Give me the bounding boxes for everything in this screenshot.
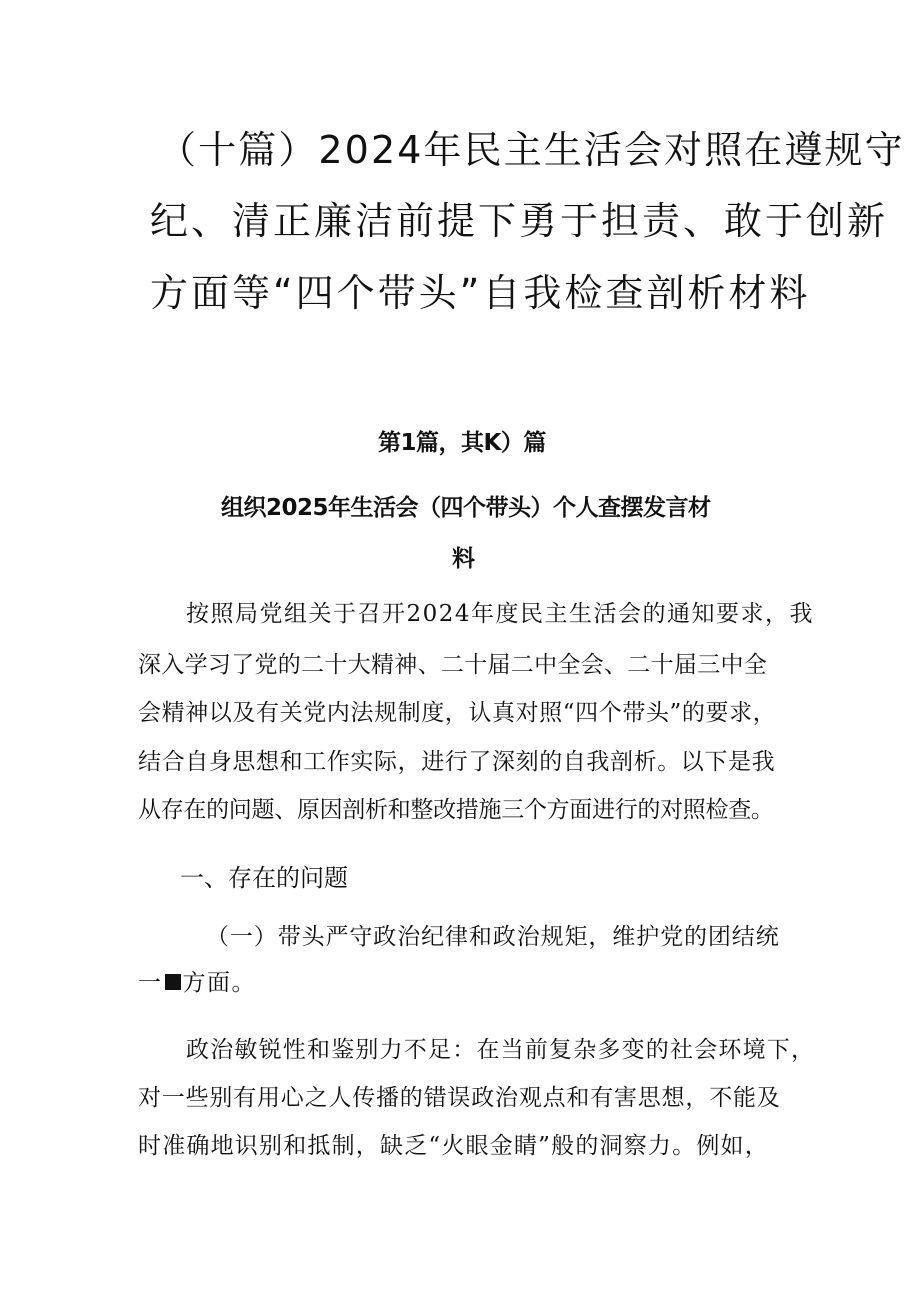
subsection-line-2-suffix: 方面。 xyxy=(182,970,256,996)
paragraph-line-3: 时准确地识别和抵制，缺乏“火眼金睛”般的洞察力。例如， xyxy=(138,1133,769,1159)
document-title-line-3: 方面等“四个带头”自我检查剖析材料 xyxy=(150,271,811,315)
article-title-line-2: 料 xyxy=(452,546,475,572)
article-title-line-1: 组织2025年生活会（四个带头）个人查摆发言材 xyxy=(221,495,711,521)
document-title-line-2: 纪、清正廉洁前提下勇于担责、敢于创新 xyxy=(150,199,889,243)
document-title-line-1: （十篇）2024年民主生活会对照在遵规守 xyxy=(158,128,905,172)
paragraph-line-1: 政治敏锐性和鉴别力不足：在当前复杂多变的社会环境下， xyxy=(186,1037,816,1063)
intro-line-4: 结合自身思想和工作实际，进行了深刻的自我剖析。以下是我 xyxy=(138,749,776,775)
paragraph-line-2: 对一些别有用心之人传播的错误政治观点和有害思想，不能及 xyxy=(138,1085,781,1111)
black-square-icon xyxy=(165,974,181,990)
intro-line-1: 按照局党组关于召开2024年度民主生活会的通知要求，我 xyxy=(186,601,815,627)
intro-line-2: 深入学习了党的二十大精神、二十届二中全会、二十届三中全 xyxy=(138,652,768,678)
subsection-line-2-prefix: 一 xyxy=(138,970,163,996)
part-label: 第1篇，其K）篇 xyxy=(378,430,546,456)
intro-line-5: 从存在的问题、原因剖析和整改措施三个方面进行的对照检查。 xyxy=(138,797,774,823)
intro-line-3: 会精神以及有关党内法规制度，认真对照“四个带头”的要求， xyxy=(138,700,777,726)
section-heading: 一、存在的问题 xyxy=(180,864,348,892)
subsection-line-2 xyxy=(138,972,256,995)
subsection-line-1: （一）带头严守政治纪律和政治规矩，维护党的团结统 xyxy=(206,924,780,950)
